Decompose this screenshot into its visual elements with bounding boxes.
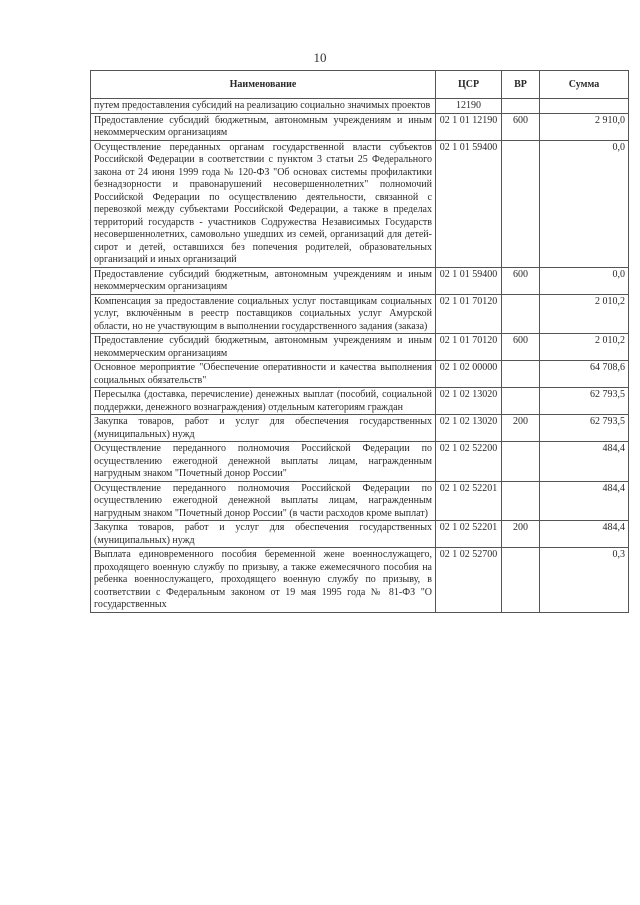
table-row bbox=[91, 361, 629, 388]
table-row bbox=[91, 442, 629, 482]
cell-sum: 2 010,2 bbox=[540, 334, 629, 361]
header-name: Наименование bbox=[91, 71, 436, 99]
cell-name: Осуществление переданных органам государственной власти субъектов Российской Федерации в соответствии с пунктом 3 статьи 25 Федерального закона от 24 июня 1999 года № 120-ФЗ "Об основах системы профилактики безнадзорности и правонарушений несовершеннолетних" полномочий Российской Федерации по осуществлению деятельности, связанной с перевозкой между субъектами Российской Федерации, а также в пределах территорий государств - участников Содружества Независимых Государств несовершеннолетних, самовольно ушедших из семей, организаций для детей-сирот и детей, оставшихся без попечения родителей, образовательных организаций и иных организаций bbox=[91, 140, 436, 267]
cell-csr: 02 1 02 00000 bbox=[436, 361, 502, 388]
cell-name: Закупка товаров, работ и услуг для обеспечения государственных (муниципальных) нужд bbox=[91, 415, 436, 442]
page-number: 10 bbox=[313, 50, 327, 65]
table-header-row bbox=[91, 71, 629, 99]
cell-name: Компенсация за предоставление социальных услуг поставщикам социальных услуг, включённым в реестр поставщиков социальных услуг Амурской области, но не участвующим в выполнении государственного задания (заказа) bbox=[91, 294, 436, 334]
cell-csr: 12190 bbox=[436, 99, 502, 114]
header-vr: ВР bbox=[502, 71, 540, 99]
cell-vr: 600 bbox=[502, 334, 540, 361]
cell-vr: 200 bbox=[502, 521, 540, 548]
cell-name: Предоставление субсидий бюджетным, автономным учреждениям и иным некоммерческим организациям bbox=[91, 267, 436, 294]
table-row bbox=[91, 415, 629, 442]
cell-vr: 600 bbox=[502, 113, 540, 140]
table-row bbox=[91, 521, 629, 548]
cell-name: Основное мероприятие "Обеспечение оперативности и качества выполнения социальных обязательств" bbox=[91, 361, 436, 388]
cell-csr: 02 1 01 70120 bbox=[436, 294, 502, 334]
cell-sum: 484,4 bbox=[540, 481, 629, 521]
cell-csr: 02 1 02 52700 bbox=[436, 548, 502, 613]
cell-csr: 02 1 01 59400 bbox=[436, 267, 502, 294]
cell-vr bbox=[502, 361, 540, 388]
cell-sum: 0,3 bbox=[540, 548, 629, 613]
cell-csr: 02 1 01 59400 bbox=[436, 140, 502, 267]
cell-name: путем предоставления субсидий на реализацию социально значимых проектов bbox=[91, 99, 436, 114]
cell-vr: 600 bbox=[502, 267, 540, 294]
cell-sum: 62 793,5 bbox=[540, 415, 629, 442]
table-row bbox=[91, 99, 629, 114]
cell-vr bbox=[502, 442, 540, 482]
cell-csr: 02 1 02 13020 bbox=[436, 388, 502, 415]
table-row bbox=[91, 334, 629, 361]
cell-sum: 64 708,6 bbox=[540, 361, 629, 388]
cell-name: Предоставление субсидий бюджетным, автономным учреждениям и иным некоммерческим организациям bbox=[91, 334, 436, 361]
budget-table bbox=[90, 70, 629, 613]
table-row bbox=[91, 388, 629, 415]
cell-vr bbox=[502, 294, 540, 334]
cell-csr: 02 1 01 12190 bbox=[436, 113, 502, 140]
cell-name: Закупка товаров, работ и услуг для обеспечения государственных (муниципальных) нужд bbox=[91, 521, 436, 548]
table-row bbox=[91, 481, 629, 521]
cell-name: Предоставление субсидий бюджетным, автономным учреждениям и иным некоммерческим организациям bbox=[91, 113, 436, 140]
table-row bbox=[91, 294, 629, 334]
cell-csr: 02 1 02 52201 bbox=[436, 521, 502, 548]
cell-csr: 02 1 02 52200 bbox=[436, 442, 502, 482]
cell-csr: 02 1 02 52201 bbox=[436, 481, 502, 521]
cell-name: Осуществление переданного полномочия Российской Федерации по осуществлению ежегодной денежной выплаты лицам, награжденным нагрудным знаком "Почетный донор России" bbox=[91, 442, 436, 482]
table-row bbox=[91, 267, 629, 294]
cell-name: Пересылка (доставка, перечисление) денежных выплат (пособий, социальной поддержки, денежного вознаграждения) отдельным категориям граждан bbox=[91, 388, 436, 415]
table-row bbox=[91, 548, 629, 613]
cell-vr bbox=[502, 388, 540, 415]
cell-sum: 2 910,0 bbox=[540, 113, 629, 140]
cell-vr: 200 bbox=[502, 415, 540, 442]
cell-sum: 484,4 bbox=[540, 442, 629, 482]
cell-vr bbox=[502, 99, 540, 114]
cell-name: Выплата единовременного пособия беременной жене военнослужащего, проходящего военную службу по призыву, а также ежемесячного пособия на ребенка военнослужащего, проходящего военную службу по призыву, в соответствии с Федеральным законом от 19 мая 1995 года № 81-ФЗ "О государственных bbox=[91, 548, 436, 613]
table-body bbox=[91, 99, 629, 613]
cell-sum: 2 010,2 bbox=[540, 294, 629, 334]
cell-sum: 62 793,5 bbox=[540, 388, 629, 415]
table-row bbox=[91, 113, 629, 140]
cell-vr bbox=[502, 140, 540, 267]
cell-sum bbox=[540, 99, 629, 114]
cell-vr bbox=[502, 481, 540, 521]
cell-sum: 0,0 bbox=[540, 267, 629, 294]
cell-csr: 02 1 02 13020 bbox=[436, 415, 502, 442]
table-row bbox=[91, 140, 629, 267]
cell-csr: 02 1 01 70120 bbox=[436, 334, 502, 361]
cell-sum: 484,4 bbox=[540, 521, 629, 548]
cell-name: Осуществление переданного полномочия Российской Федерации по осуществлению ежегодной денежной выплаты лицам, награжденным нагрудным знаком "Почетный донор России" (в части расходов кроме выплат) bbox=[91, 481, 436, 521]
cell-sum: 0,0 bbox=[540, 140, 629, 267]
cell-vr bbox=[502, 548, 540, 613]
header-csr: ЦСР bbox=[436, 71, 502, 99]
header-sum: Сумма bbox=[540, 71, 629, 99]
